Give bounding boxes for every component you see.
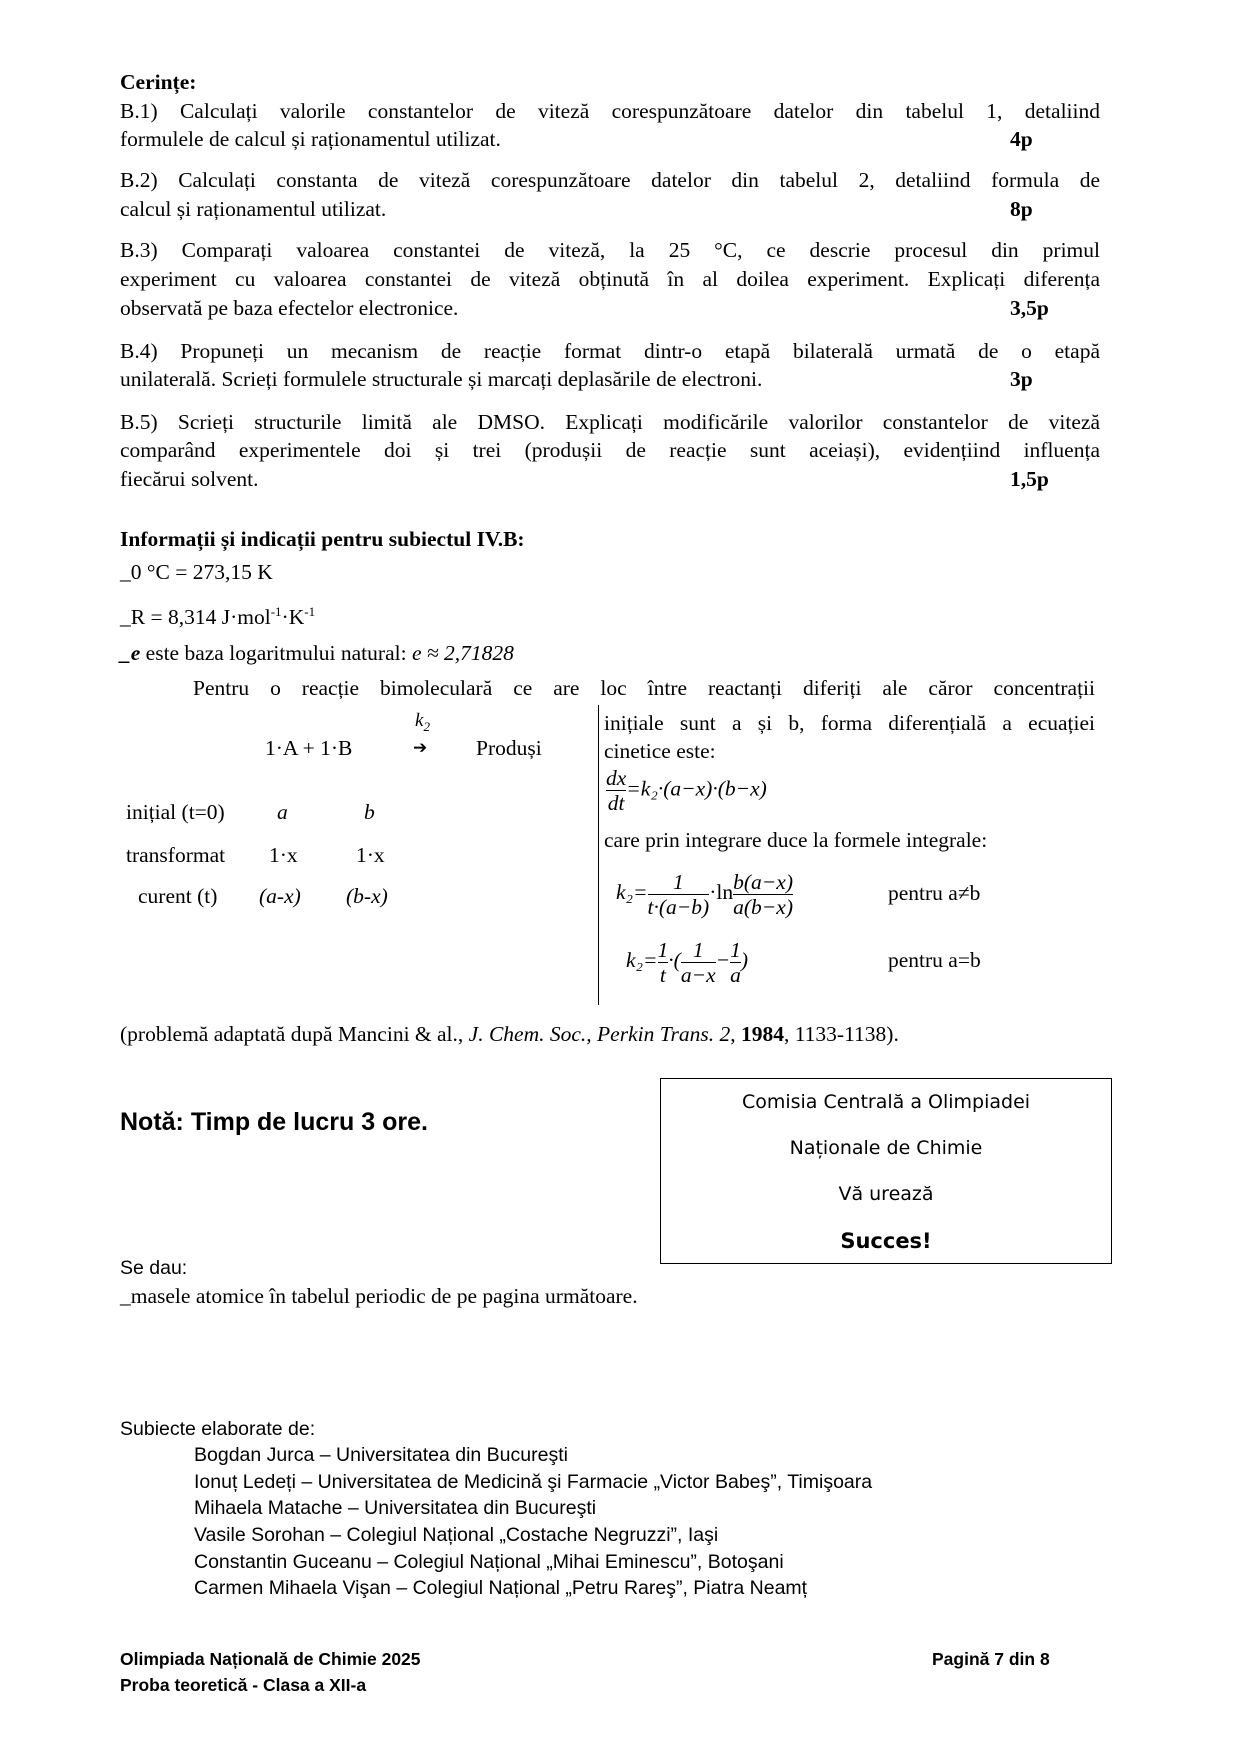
author-1: Bogdan Jurca – Universitatea din Bucureşti bbox=[194, 1444, 568, 1466]
req-b4-points: 3p bbox=[1010, 367, 1033, 391]
author-4: Vasile Sorohan – Colegiul Național „Costache Negruzzi”, Iaşi bbox=[194, 1524, 719, 1546]
table-row-current-b: (b-x) bbox=[346, 884, 388, 908]
table-row-transformed-a: 1·x bbox=[269, 843, 298, 867]
author-5: Constantin Guceanu – Colegiul Național „Mihai Eminescu”, Botoşani bbox=[194, 1551, 784, 1573]
author-3: Mihaela Matache – Universitatea din Bucureşti bbox=[194, 1497, 597, 1519]
req-b1-line1: B.1) Calculați valorile constantelor de viteză corespunzătoare datelor din tabelul 1, detaliind bbox=[120, 99, 1100, 123]
req-b2-line1: B.2) Calculați constanta de viteză corespunzătoare datelor din tabelul 2, detaliind formula de bbox=[120, 168, 1100, 192]
given-item: _masele atomice în tabelul periodic de pe pagina următoare. bbox=[120, 1284, 638, 1308]
req-b3-line3: observată pe baza efectelor electronice. bbox=[120, 296, 459, 320]
table-row-initial-label: inițial (t=0) bbox=[126, 800, 225, 824]
condition-a-neq-b: pentru a≠b bbox=[888, 881, 981, 905]
right-text-line1: inițiale sunt a și b, forma diferențială a ecuației bbox=[604, 711, 1095, 735]
box-line3: Vă urează bbox=[838, 1183, 934, 1205]
info-gas-constant bbox=[120, 599, 315, 630]
r-exp1: -1 bbox=[270, 604, 282, 619]
integration-text: care prin integrare duce la formele integrale: bbox=[604, 828, 988, 852]
reaction-rhs: Produși bbox=[476, 736, 542, 760]
info-intro: Pentru o reacție bimoleculară ce are loc între reactanți diferiți ale căror concentrații bbox=[193, 676, 1095, 700]
author-6: Carmen Mihaela Vişan – Colegiul Național „Petru Rareş”, Piatra Neamț bbox=[194, 1577, 808, 1599]
req-b2-points: 8p bbox=[1010, 197, 1033, 221]
info-zero-celsius: _0 °C = 273,15 K bbox=[120, 560, 273, 584]
footer-olympiad: Olimpiada Națională de Chimie 2025 bbox=[120, 1649, 421, 1669]
condition-a-eq-b: pentru a=b bbox=[888, 948, 981, 972]
box-line4: Succes! bbox=[840, 1229, 932, 1253]
table-row-initial-a: a bbox=[277, 800, 288, 824]
req-b3-line2: experiment cu valoarea constantei de viteză obținută în al doilea experiment. Explicați diferența bbox=[120, 267, 1100, 291]
right-text-line2: cinetice este: bbox=[604, 739, 716, 763]
table-row-initial-b: b bbox=[364, 800, 375, 824]
citation: (problemă adaptată după Mancini & al., J. Chem. Soc., Perkin Trans. 2, 1984, 1133-1138). bbox=[120, 1022, 899, 1046]
req-b5-line1: B.5) Scrieți structurile limită ale DMSO. Explicați modificările valorilor constantelor de viteză bbox=[120, 410, 1100, 434]
req-b5-line2: comparând experimentele doi și trei (produșii de reacție sunt aceiași), evidențiind influența bbox=[120, 438, 1100, 462]
page-number: Pagină 7 din 8 bbox=[932, 1649, 1050, 1669]
table-row-current-label: curent (t) bbox=[138, 884, 218, 908]
authors-heading: Subiecte elaborate de: bbox=[120, 1418, 316, 1440]
differential-equation: $\frac{dx}{dt}$ =k₂·(a−x)·(b−x) bbox=[606, 766, 767, 815]
given-heading: Se dau: bbox=[120, 1257, 188, 1279]
column-divider bbox=[598, 705, 599, 1005]
congratulations-box bbox=[660, 1078, 1112, 1264]
reaction-lhs: 1·A + 1·B bbox=[265, 736, 353, 760]
req-b1-points: 4p bbox=[1010, 127, 1033, 151]
r-mid: ·K bbox=[281, 605, 305, 630]
info-heading: Informații și indicații pentru subiectul IV.B: bbox=[120, 527, 525, 551]
r-text: _R = 8,314 J·mol bbox=[120, 605, 271, 630]
req-b3-points: 3,5p bbox=[1010, 296, 1049, 320]
e-value: e ≈ 2,71828 bbox=[411, 641, 514, 665]
rate-constant-label: $k_2$ bbox=[415, 710, 430, 734]
req-b2-line2: calcul și raționamentul utilizat. bbox=[120, 197, 387, 221]
box-line1: Comisia Centrală a Olimpiadei bbox=[741, 1091, 1031, 1113]
formula-a-neq-b: k₂= $\frac{1}{t\cdot(a-b)}$ ·ln $\frac{b(a-x)}{a(b-x)}$ bbox=[616, 869, 793, 919]
info-euler bbox=[120, 640, 514, 666]
req-b3-line1: B.3) Comparați valoarea constantei de viteză, la 25 °C, ce descrie procesul din primul bbox=[120, 238, 1100, 262]
e-prefix: _e bbox=[120, 641, 141, 665]
footer-test: Proba teoretică - Clasa a XII-a bbox=[120, 1675, 367, 1695]
r-exp2: -1 bbox=[304, 604, 316, 619]
requirements-heading: Cerințe: bbox=[120, 70, 197, 94]
table-row-current-a: (a-x) bbox=[259, 884, 301, 908]
req-b4-line1: B.4) Propuneți un mecanism de reacție format dintr-o etapă bilaterală urmată de o etapă bbox=[120, 339, 1100, 363]
e-text: este baza logaritmului natural: bbox=[140, 641, 412, 665]
time-note: Notă: Timp de lucru 3 ore. bbox=[120, 1108, 428, 1136]
table-row-transformed-b: 1·x bbox=[356, 843, 385, 867]
req-b5-points: 1,5p bbox=[1010, 467, 1049, 491]
req-b5-line3: fiecărui solvent. bbox=[120, 467, 259, 491]
author-2: Ionuț Ledeți – Universitatea de Medicină şi Farmacie „Victor Babeş”, Timişoara bbox=[194, 1471, 873, 1493]
reaction-arrow-icon: ➔ bbox=[413, 738, 428, 757]
formula-a-eq-b: k₂= $\frac{1}{t}$ ·( $\frac{1}{a-x}$ − $\frac{1}{a}$ ) bbox=[626, 937, 749, 987]
table-row-transformed-label: transformat bbox=[126, 843, 226, 867]
req-b4-line2: unilaterală. Scrieți formulele structurale și marcați deplasările de electroni. bbox=[120, 367, 763, 391]
req-b1-line2: formulele de calcul și raționamentul utilizat. bbox=[120, 127, 501, 151]
box-line2: Naționale de Chimie bbox=[789, 1137, 983, 1159]
